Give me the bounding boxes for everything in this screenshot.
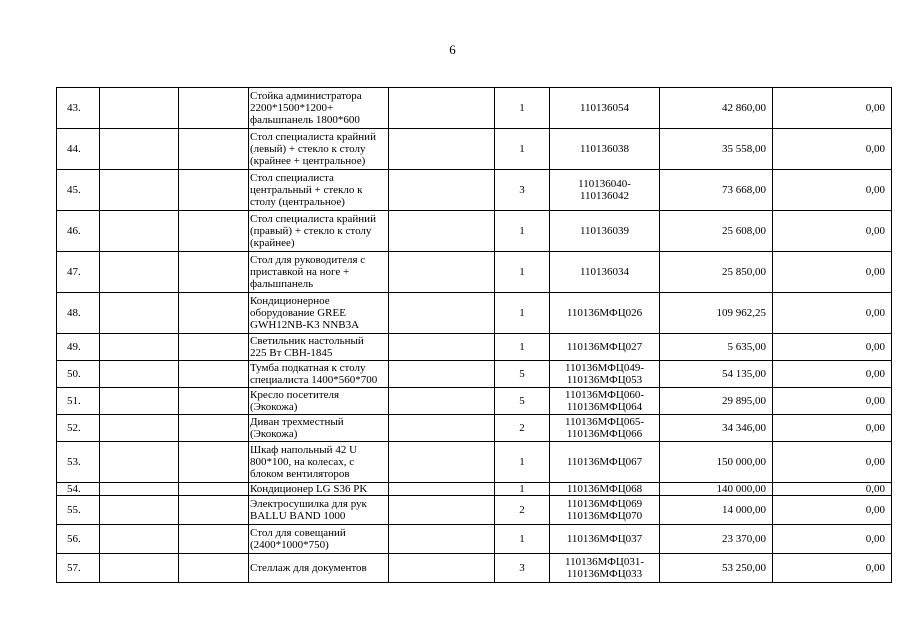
book-value: 54 135,00 (660, 361, 773, 388)
item-name-line: Кондиционерное (250, 295, 330, 307)
row-number: 53. (57, 442, 100, 483)
residual-value: 0,00 (773, 129, 892, 170)
residual-value: 0,00 (773, 496, 892, 525)
residual-value: 0,00 (773, 415, 892, 442)
item-name-line: фальшпанель 1800*600 (250, 114, 360, 126)
row-number: 47. (57, 252, 100, 293)
inventory-number (550, 334, 660, 361)
book-value: 42 860,00 (660, 88, 773, 129)
book-value: 35 558,00 (660, 129, 773, 170)
item-name-line: блоком вентиляторов (250, 468, 350, 480)
table-row (57, 415, 892, 442)
empty-cell (179, 88, 249, 129)
item-name-line: Стойка администратора (250, 90, 362, 102)
item-name-line: (Экокожа) (250, 428, 298, 440)
inventory-number (550, 483, 660, 496)
inventory-number (550, 252, 660, 293)
empty-cell (389, 88, 495, 129)
empty-cell (179, 334, 249, 361)
empty-cell (100, 211, 179, 252)
empty-cell (179, 361, 249, 388)
item-name-line: Стол специалиста крайний (250, 213, 376, 225)
inventory-number (550, 293, 660, 334)
residual-value: 0,00 (773, 388, 892, 415)
residual-value: 0,00 (773, 334, 892, 361)
table-row (57, 496, 892, 525)
item-quantity: 5 (495, 388, 550, 415)
empty-cell (179, 483, 249, 496)
inventory-number (550, 442, 660, 483)
empty-cell (179, 554, 249, 583)
item-name (249, 252, 389, 293)
item-name (249, 415, 389, 442)
item-name (249, 442, 389, 483)
inventory-number (550, 415, 660, 442)
item-name-line: Стол специалиста (250, 172, 334, 184)
item-quantity: 1 (495, 525, 550, 554)
table-row (57, 334, 892, 361)
table-body (57, 88, 892, 583)
table-row (57, 554, 892, 583)
row-number: 50. (57, 361, 100, 388)
item-name-line: GWH12NB-K3 NNB3A (250, 319, 360, 331)
item-quantity: 1 (495, 129, 550, 170)
inventory-number-line: 110136МФЦ070 (566, 510, 643, 522)
empty-cell (179, 525, 249, 554)
residual-value: 0,00 (773, 170, 892, 211)
item-quantity: 1 (495, 442, 550, 483)
inventory-number-line: 110136042 (579, 190, 630, 202)
empty-cell (100, 415, 179, 442)
row-number: 54. (57, 483, 100, 496)
empty-cell (389, 496, 495, 525)
inventory-table (56, 87, 892, 583)
empty-cell (389, 361, 495, 388)
item-quantity: 1 (495, 334, 550, 361)
inventory-number (550, 496, 660, 525)
inventory-number-line: 110136МФЦ049- (564, 362, 645, 374)
item-quantity: 5 (495, 361, 550, 388)
empty-cell (179, 496, 249, 525)
empty-cell (389, 483, 495, 496)
table-row (57, 211, 892, 252)
inventory-number-line: 110136МФЦ037 (566, 533, 643, 545)
inventory-number-line: 110136МФЦ060- (564, 389, 645, 401)
item-name (249, 88, 389, 129)
residual-value: 0,00 (773, 293, 892, 334)
book-value: 29 895,00 (660, 388, 773, 415)
inventory-number-line: 110136МФЦ066 (566, 428, 643, 440)
residual-value: 0,00 (773, 442, 892, 483)
table-row (57, 388, 892, 415)
inventory-number (550, 129, 660, 170)
inventory-number-line: 110136МФЦ031- (564, 556, 645, 568)
empty-cell (389, 170, 495, 211)
item-name-line: (Экокожа) (250, 401, 298, 413)
empty-cell (100, 170, 179, 211)
item-name-line: Стол для совещаний (250, 527, 346, 539)
book-value: 109 962,25 (660, 293, 773, 334)
row-number: 52. (57, 415, 100, 442)
residual-value: 0,00 (773, 252, 892, 293)
empty-cell (389, 442, 495, 483)
book-value: 34 346,00 (660, 415, 773, 442)
item-quantity: 1 (495, 483, 550, 496)
table-row (57, 361, 892, 388)
empty-cell (100, 388, 179, 415)
item-name (249, 334, 389, 361)
inventory-number (550, 388, 660, 415)
inventory-number-line: 110136МФЦ053 (566, 374, 643, 386)
item-name-line: 800*100, на колесах, с (250, 456, 355, 468)
empty-cell (389, 252, 495, 293)
inventory-number-line: 110136МФЦ068 (566, 483, 643, 495)
item-name-line: Светильник настольный (250, 335, 364, 347)
empty-cell (179, 442, 249, 483)
item-name-line: Кресло посетителя (250, 389, 340, 401)
item-name-line: (правый) + стекло к столу (250, 225, 372, 237)
inventory-number-line: 110136038 (579, 143, 630, 155)
empty-cell (179, 388, 249, 415)
empty-cell (389, 525, 495, 554)
table-row (57, 442, 892, 483)
empty-cell (179, 211, 249, 252)
empty-cell (389, 554, 495, 583)
item-name (249, 554, 389, 583)
residual-value: 0,00 (773, 525, 892, 554)
row-number: 48. (57, 293, 100, 334)
book-value: 73 668,00 (660, 170, 773, 211)
empty-cell (389, 334, 495, 361)
book-value: 25 850,00 (660, 252, 773, 293)
inventory-number-line: 110136МФЦ033 (566, 568, 643, 580)
inventory-number (550, 170, 660, 211)
page-number: 6 (449, 42, 456, 57)
inventory-number-line: 110136МФЦ065- (564, 416, 645, 428)
inventory-number-line: 110136МФЦ067 (566, 456, 643, 468)
empty-cell (179, 415, 249, 442)
item-quantity: 3 (495, 170, 550, 211)
inventory-number-line: 110136040- (578, 178, 631, 190)
book-value: 5 635,00 (660, 334, 773, 361)
inventory-number-line: 110136МФЦ064 (566, 401, 643, 413)
residual-value: 0,00 (773, 554, 892, 583)
item-name (249, 496, 389, 525)
inventory-number-line: 110136МФЦ069 (566, 498, 643, 510)
residual-value: 0,00 (773, 361, 892, 388)
book-value: 140 000,00 (660, 483, 773, 496)
table-row (57, 483, 892, 496)
item-quantity: 1 (495, 211, 550, 252)
empty-cell (389, 415, 495, 442)
inventory-number-line: 110136МФЦ027 (566, 341, 643, 353)
item-name-line: BALLU BAND 1000 (250, 510, 346, 522)
item-quantity: 2 (495, 496, 550, 525)
row-number: 51. (57, 388, 100, 415)
item-name-line: (крайнее + центральное) (250, 155, 366, 167)
item-name (249, 483, 389, 496)
item-quantity: 1 (495, 293, 550, 334)
book-value: 150 000,00 (660, 442, 773, 483)
empty-cell (100, 361, 179, 388)
empty-cell (389, 388, 495, 415)
item-quantity: 1 (495, 252, 550, 293)
item-name (249, 211, 389, 252)
row-number: 57. (57, 554, 100, 583)
item-name-line: Диван трехместный (250, 416, 344, 428)
empty-cell (100, 525, 179, 554)
empty-cell (179, 129, 249, 170)
empty-cell (179, 170, 249, 211)
table-row (57, 252, 892, 293)
item-name (249, 388, 389, 415)
empty-cell (100, 293, 179, 334)
book-value: 25 608,00 (660, 211, 773, 252)
item-name-line: Стол специалиста крайний (250, 131, 376, 143)
empty-cell (100, 252, 179, 293)
inventory-number (550, 88, 660, 129)
item-name-line: (крайнее) (250, 237, 295, 249)
empty-cell (100, 496, 179, 525)
book-value: 14 000,00 (660, 496, 773, 525)
empty-cell (389, 129, 495, 170)
item-name-line: оборудование GREE (250, 307, 346, 319)
item-name-line: 225 Вт СВН-1845 (250, 347, 333, 359)
item-name-line: (левый) + стекло к столу (250, 143, 366, 155)
row-number: 46. (57, 211, 100, 252)
empty-cell (100, 88, 179, 129)
row-number: 56. (57, 525, 100, 554)
empty-cell (100, 442, 179, 483)
item-name-line: столу (центральное) (250, 196, 345, 208)
item-name-line: приставкой на ноге + (250, 266, 350, 278)
book-value: 53 250,00 (660, 554, 773, 583)
table-row (57, 293, 892, 334)
item-quantity: 1 (495, 88, 550, 129)
item-name-line: Шкаф напольный 42 U (250, 444, 358, 456)
item-name-line: Стол для руководителя с (250, 254, 366, 266)
item-name (249, 293, 389, 334)
inventory-number-line: 110136МФЦ026 (566, 307, 643, 319)
item-name (249, 525, 389, 554)
inventory-number-line: 110136034 (579, 266, 630, 278)
item-quantity: 2 (495, 415, 550, 442)
item-quantity: 3 (495, 554, 550, 583)
inventory-number (550, 525, 660, 554)
table-row (57, 129, 892, 170)
residual-value: 0,00 (773, 88, 892, 129)
book-value: 23 370,00 (660, 525, 773, 554)
row-number: 44. (57, 129, 100, 170)
item-name-line: Электросушилка для рук (250, 498, 367, 510)
inventory-number-line: 110136054 (579, 102, 630, 114)
table-row (57, 170, 892, 211)
inventory-number (550, 211, 660, 252)
residual-value: 0,00 (773, 211, 892, 252)
empty-cell (100, 129, 179, 170)
empty-cell (179, 293, 249, 334)
inventory-number (550, 554, 660, 583)
table-row (57, 525, 892, 554)
empty-cell (389, 211, 495, 252)
inventory-number (550, 361, 660, 388)
row-number: 45. (57, 170, 100, 211)
item-name (249, 170, 389, 211)
item-name-line: Тумба подкатная к столу (250, 362, 366, 374)
residual-value: 0,00 (773, 483, 892, 496)
item-name-line: специалиста 1400*560*700 (250, 374, 378, 386)
item-name-line: 2200*1500*1200+ (250, 102, 334, 114)
row-number: 49. (57, 334, 100, 361)
empty-cell (179, 252, 249, 293)
empty-cell (100, 554, 179, 583)
item-name-line: центральный + стекло к (250, 184, 363, 196)
item-name-line: Стеллаж для документов (250, 562, 367, 574)
inventory-number-line: 110136039 (579, 225, 630, 237)
empty-cell (100, 483, 179, 496)
row-number: 43. (57, 88, 100, 129)
row-number: 55. (57, 496, 100, 525)
item-name (249, 129, 389, 170)
item-name-line: фальшпанель (250, 278, 314, 290)
empty-cell (389, 293, 495, 334)
item-name-line: Кондиционер LG S36 PK (250, 483, 368, 495)
table-row (57, 88, 892, 129)
item-name-line: (2400*1000*750) (250, 539, 329, 551)
empty-cell (100, 334, 179, 361)
item-name (249, 361, 389, 388)
